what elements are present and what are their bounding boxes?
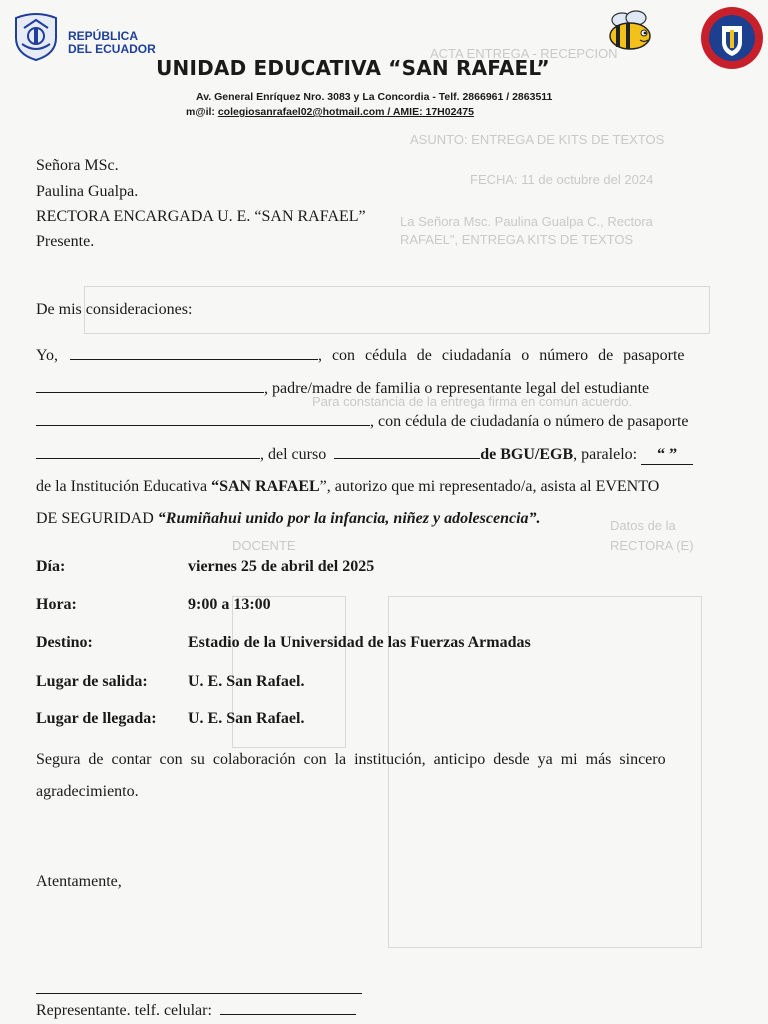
- detail-value-day: viernes 25 de abril del 2025: [188, 558, 375, 575]
- bee-mascot-icon: [604, 8, 658, 52]
- detail-value-departure: U. E. San Rafael.: [188, 673, 305, 690]
- body-line-5: de la Institución Educativa “SAN RAFAEL”, autorizo que mi representado/a, asista al EVENTO: [36, 478, 660, 495]
- phone-blank[interactable]: [220, 1000, 356, 1015]
- atentamente: Atentamente,: [36, 873, 122, 890]
- school-name-title: UNIDAD EDUCATIVA “SAN RAFAEL”: [156, 56, 550, 80]
- school-email-link[interactable]: colegiosanrafael02@hotmail.com: [217, 106, 385, 118]
- school-address: Av. General Enríquez Nro. 3083 y La Concordia - Telf. 2866961 / 2863511: [196, 91, 553, 103]
- country-name: REPÚBLICA DEL ECUADOR: [68, 29, 156, 56]
- event-name: “Rumiñahui unido por la infancia, niñez y adolescencia”.: [157, 510, 541, 527]
- detail-label-time: Hora:: [36, 596, 77, 613]
- detail-label-destination: Destino:: [36, 634, 93, 651]
- body-line-1: Yo, , con cédula de ciudadanía o número de pasaporte: [36, 347, 685, 364]
- document-page: ACTA ENTREGA - RECEPCION ASUNTO: ENTREGA DE KITS DE TEXTOS FECHA: 11 de octubre del 2024 La Señora Msc. Paulina Gualpa C., Rectora RAFAEL", ENTREGA KITS DE TEXTOS Para constancia de la entrega firma en común acuerdo. Datos de la DOCENTE RECTORA (E) REPÚBLICA DEL ECUADOR UNIDAD EDUCATIVA “SAN RAFAEL” Av. General Enríquez Nro. 3083 y La Concordia - Telf. 2866961 / 2863511 m@il: colegiosanrafael02@hotmail.com / AMIE: 17H02475 Señora MSc. Paulina Gualpa. RECTORA ENCARGADA U. E. “SAN RAFAEL” Presente. De mis consideraciones: Yo, , con cédula de ciudadanía o número de pasaporte , padre/madre de familia o representante legal del estudiante , con cédula de ciudadanía o número de pasaporte , del curso de BGU/EGB, paralelo: “ ” de la Institución Educativa “SAN RAFAEL”, autorizo que mi representado/a, asista al EVENTO DE SEGURIDAD “Rumiñahui unido por la infancia, niñez y adolescencia”. Día: viernes 25 de abril del 2025 Hora: 9:00 a 13:00 Destino: Estadio de la Universidad de las Fuerzas Armadas Lugar de salida: U. E. San Rafael. Lugar de llegada: U. E. San Rafael. Segura de contar con su colaboración con la institución, anticipo desde ya mi más sincero agradecimiento. Atentamente, Representante. telf. celular:: [0, 0, 768, 1024]
- parent-name-blank[interactable]: [70, 345, 318, 360]
- parent-id-blank[interactable]: [36, 378, 264, 393]
- detail-label-departure: Lugar de salida:: [36, 673, 148, 690]
- body-line-6: DE SEGURIDAD “Rumiñahui unido por la infancia, niñez y adolescencia”.: [36, 510, 541, 527]
- recipient-role: RECTORA ENCARGADA U. E. “SAN RAFAEL”: [36, 208, 366, 225]
- closing-paragraph-line-2: agradecimiento.: [36, 783, 139, 800]
- signature-line[interactable]: [36, 993, 362, 994]
- student-id-blank[interactable]: [36, 444, 260, 459]
- body-line-3: , con cédula de ciudadanía o número de pasaporte: [36, 411, 708, 431]
- course-blank[interactable]: [334, 444, 480, 459]
- signature-label: Representante. telf. celular:: [36, 1000, 356, 1020]
- ecuador-coat-of-arms-icon: [10, 10, 62, 62]
- detail-value-arrival: U. E. San Rafael.: [188, 710, 305, 727]
- detail-value-time: 9:00 a 13:00: [188, 596, 271, 613]
- recipient-presente: Presente.: [36, 233, 95, 250]
- body-line-2: , padre/madre de familia o representante legal del estudiante: [36, 378, 708, 398]
- amie-code: / AMIE: 17H02475: [384, 106, 474, 118]
- detail-label-arrival: Lugar de llegada:: [36, 710, 157, 727]
- detail-label-day: Día:: [36, 558, 66, 575]
- recipient-name: Paulina Gualpa.: [36, 183, 139, 200]
- closing-paragraph-line-1: Segura de contar con su colaboración con la institución, anticipo desde ya mi más sincero: [36, 751, 666, 768]
- greeting: De mis consideraciones:: [36, 301, 193, 318]
- detail-value-destination: Estadio de la Universidad de las Fuerzas Armadas: [188, 634, 531, 651]
- school-seal-logo-icon: [700, 6, 764, 70]
- paralelo-blank[interactable]: “ ”: [641, 446, 693, 465]
- body-line-4: , del curso de BGU/EGB, paralelo: “ ”: [36, 444, 708, 465]
- student-name-blank[interactable]: [36, 411, 370, 426]
- republica-del-ecuador-logo: [4, 4, 164, 64]
- recipient-title: Señora MSc.: [36, 157, 119, 174]
- school-contact-line: m@il: colegiosanrafael02@hotmail.com / AMIE: 17H02475: [186, 106, 474, 118]
